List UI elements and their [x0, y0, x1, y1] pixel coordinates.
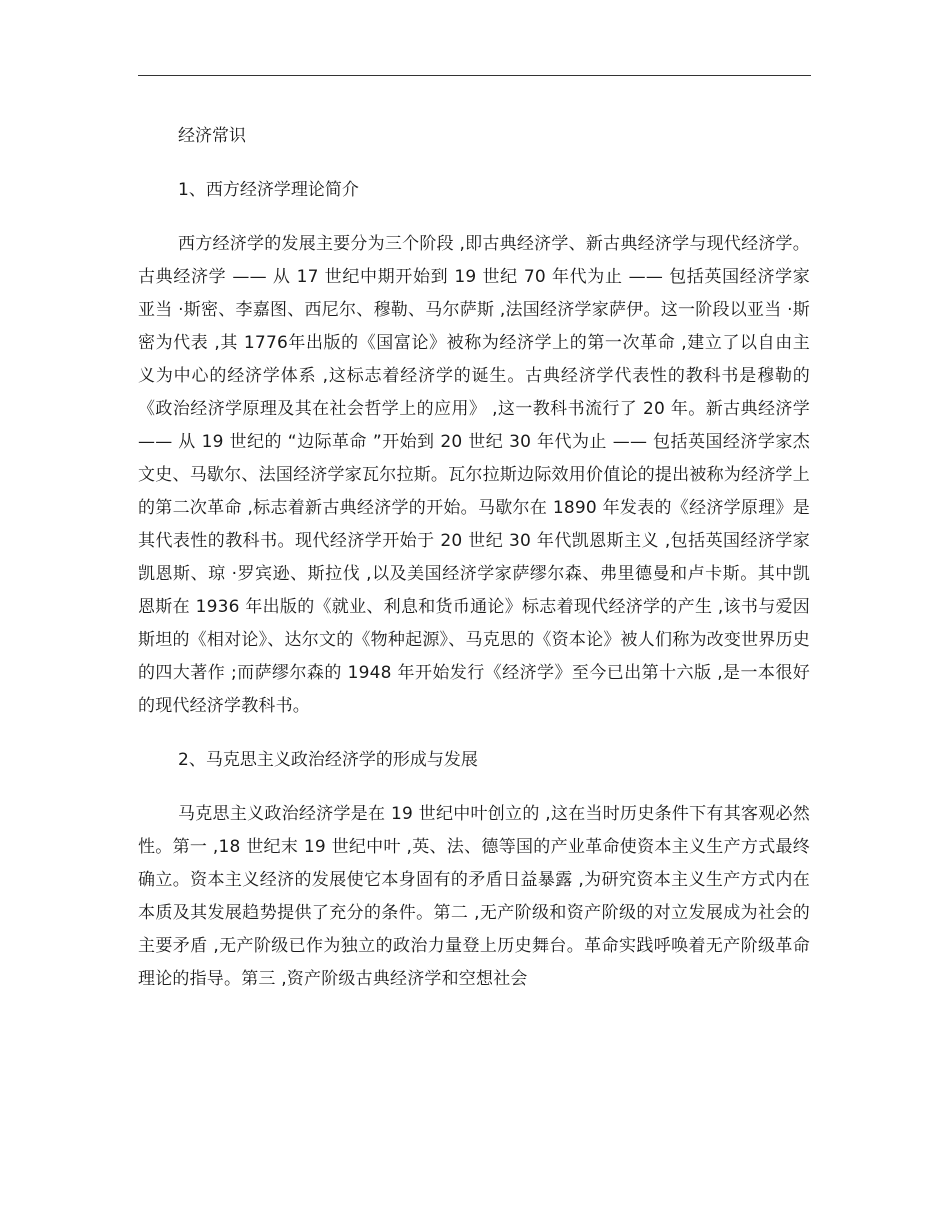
section-1-heading: 1、西方经济学理论简介 — [178, 180, 359, 200]
section-2-paragraph: 马克思主义政治经济学是在 19 世纪中叶创立的 ,这在当时历史条件下有其客观必然性。第一 ,18 世纪末 19 世纪中叶 ,英、法、德等国的产业革命使资本主义生产方式最终确立。资本主义经济的发展使它本身固有的矛盾日益暴露 ,为研究资本主义生产方式内在本质及其发展趋势提供了充分的条件。第二 ,无产阶级和资产阶级的对立发展成为社会的主要矛盾 ,无产阶级已作为独立的政治力量登上历史舞台。革命实践呼唤着无产阶级革命理论的指导。第三 ,资产阶级古典经济学和空想社会 — [138, 804, 810, 989]
section-1-paragraph: 西方经济学的发展主要分为三个阶段 ,即古典经济学、新古典经济学与现代经济学。古典经济学 —— 从 17 世纪中期开始到 19 世纪 70 年代为止 —— 包括英国经济学家亚当 ·斯密、李嘉图、西尼尔、穆勒、马尔萨斯 ,法国经济学家萨伊。这一阶段以亚当 ·斯密为代表 ,其 1776年出版的《国富论》被称为经济学上的第一次革命 ,建立了以自由主义为中心的经济学体系 ,这标志着经济学的诞生。古典经济学代表性的教科书是穆勒的《政治经济学原理及其在社会哲学上的应用》 ,这一教科书流行了 20 年。新古典经济学 —— 从 19 世纪的 “边际革命 ”开始到 20 世纪 30 年代为止 —— 包括英国经济学家杰文史、马歇尔、法国经济学家瓦尔拉斯。瓦尔拉斯边际效用价值论的提出被称为经济学上的第二次革命 ,标志着新古典经济学的开始。马歇尔在 1890 年发表的《经济学原理》是其代表性的教科书。现代经济学开始于 20 世纪 30 年代凯恩斯主义 ,包括英国经济学家凯恩斯、琼 ·罗宾逊、斯拉伐 ,以及美国经济学家萨缪尔森、弗里德曼和卢卡斯。其中凯恩斯在 1936 年出版的《就业、利息和货币通论》标志着现代经济学的产生 ,该书与爱因斯坦的《相对论》、达尔文的《物种起源》、马克思的《资本论》被人们称为改变世界历史的四大著作 ;而萨缪尔森的 1948 年开始发行《经济学》至今已出第十六版 ,是一本很好的现代经济学教科书。 — [138, 234, 810, 716]
document-body — [138, 120, 810, 1017]
header-rule — [138, 75, 811, 76]
document-title: 经济常识 — [178, 126, 246, 146]
section-2-heading: 2、马克思主义政治经济学的形成与发展 — [178, 750, 478, 770]
